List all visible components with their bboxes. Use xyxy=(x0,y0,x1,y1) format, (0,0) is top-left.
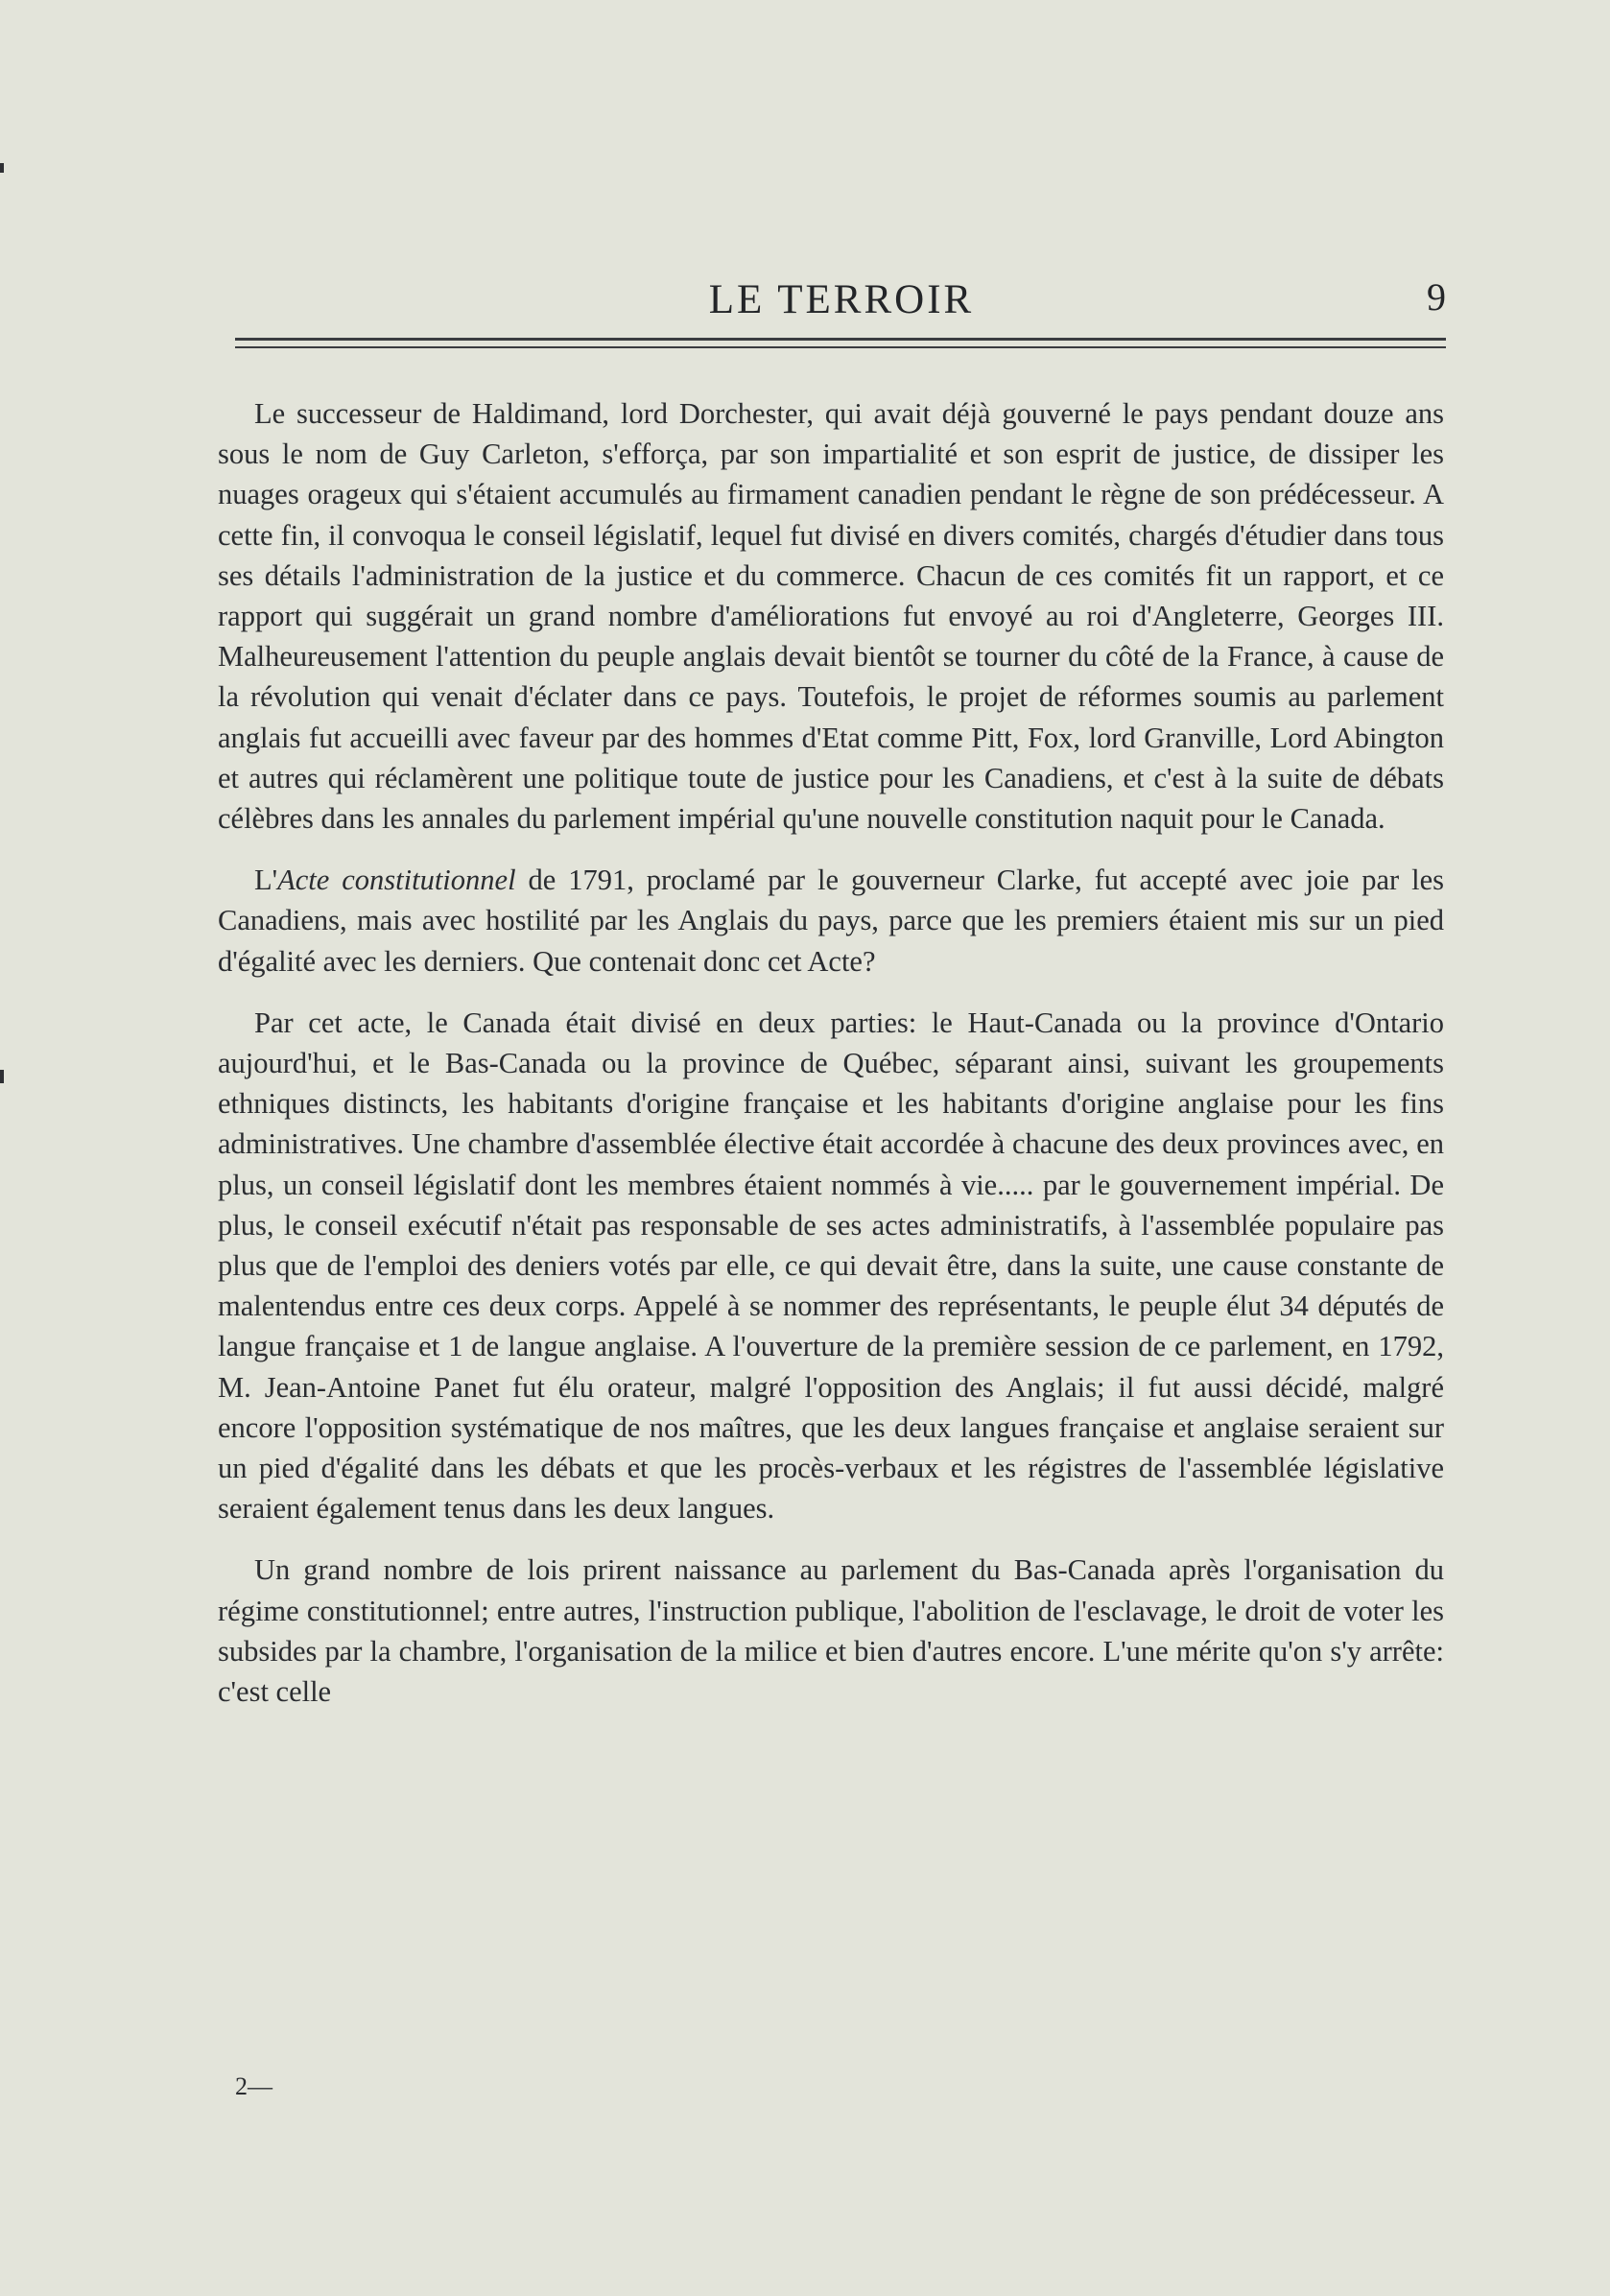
paragraph-2-prefix: L' xyxy=(254,864,278,897)
paragraph-2-title: Acte constitutionnel xyxy=(277,864,516,897)
page-number: 9 xyxy=(1427,275,1446,319)
paragraph-4: Un grand nombre de lois prirent naissance au parlement du Bas-Canada après l'organisation du régime constitutionnel; entre autres, l'instruction publique, l'abolition de l'esclavage, le droit de voter les subsides par la chambre, l'organisation de la milice et bien d'autres encore. L'une mérite qu'on s'y arrête: c'est celle xyxy=(218,1553,1444,1709)
header-rule-bottom xyxy=(235,346,1446,348)
paragraph-1: Le successeur de Haldimand, lord Dorchester, qui avait déjà gouverné le pays pendant douze ans sous le nom de Guy Carleton, s'efforça, par son impartialité et son esprit de justice, de dissiper les nuages orageux qui s'étaient accumulés au firmament canadien pendant le règne de son prédécesseur. A cette fin, il convoqua le conseil législatif, lequel fut divisé en divers comités, chargés d'étudier dans tous ses détails l'administration de la justice et du commerce. Chacun de ces comités fit un rapport, et ce rapport qui suggérait un grand nombre d'améliorations fut envoyé au roi d'Angleterre, Georges III. Malheureusement l'attention du peuple anglais devait bientôt se tourner du côté de la France, à cause de la révolution qui venait d'éclater dans ce pays. Toutefois, le projet de réformes soumis au parlement anglais fut accueilli avec faveur par des hommes d'Etat comme Pitt, Fox, lord Granville, Lord Abington et autres qui réclamèrent une politique toute de justice pour les Canadiens, et c'est à la suite de débats célèbres dans les annales du parlement impérial qu'une nouvelle constitution naquit pour le Canada. xyxy=(218,397,1444,836)
paragraph-2 xyxy=(218,860,1444,982)
running-title: LE TERROIR xyxy=(708,277,975,322)
page-body xyxy=(218,393,1444,1733)
page-header xyxy=(237,269,1446,326)
header-rule-top xyxy=(235,338,1446,341)
page-edge-mark xyxy=(0,1070,4,1083)
paragraph-2-text: de 1791, proclamé par le gouverneur Clarke, fut accepté avec joie par les Canadiens, mais avec hostilité par les Anglais du pays, parce que les premiers étaient mis sur un pied d'égalité avec les derniers. Que contenait donc cet Acte? xyxy=(218,864,1445,978)
page-edge-mark xyxy=(0,163,4,173)
paragraph-3: Par cet acte, le Canada était divisé en deux parties: le Haut-Canada ou la province d'Ontario aujourd'hui, et le Bas-Canada ou la province de Québec, séparant ainsi, suivant les groupements ethniques distincts, les habitants d'origine française et les habitants d'origine anglaise pour les fins administratives. Une chambre d'assemblée élective était accordée à chacune des deux provinces avec, en plus, un conseil législatif dont les membres étaient nommés à vie..... par le gouvernement impérial. De plus, le conseil exécutif n'était pas responsable de ses actes administratifs, à l'assemblée populaire pas plus que de l'emploi des deniers votés par elle, ce qui devait être, dans la suite, une cause constante de malentendus entre ces deux corps. Appelé à se nommer des représentants, le peuple élut 34 députés de langue française et 1 de langue anglaise. A l'ouverture de la première session de ce parlement, en 1792, M. Jean-Antoine Panet fut élu orateur, malgré l'opposition des Anglais; il fut aussi décidé, malgré encore l'opposition systématique de nos maîtres, que les deux langues française et anglaise seraient sur un pied d'égalité dans les débats et que les procès-verbaux et les régistres de l'assemblée législative seraient également tenus dans les deux langues. xyxy=(218,1006,1444,1526)
signature-mark: 2— xyxy=(235,2072,272,2100)
